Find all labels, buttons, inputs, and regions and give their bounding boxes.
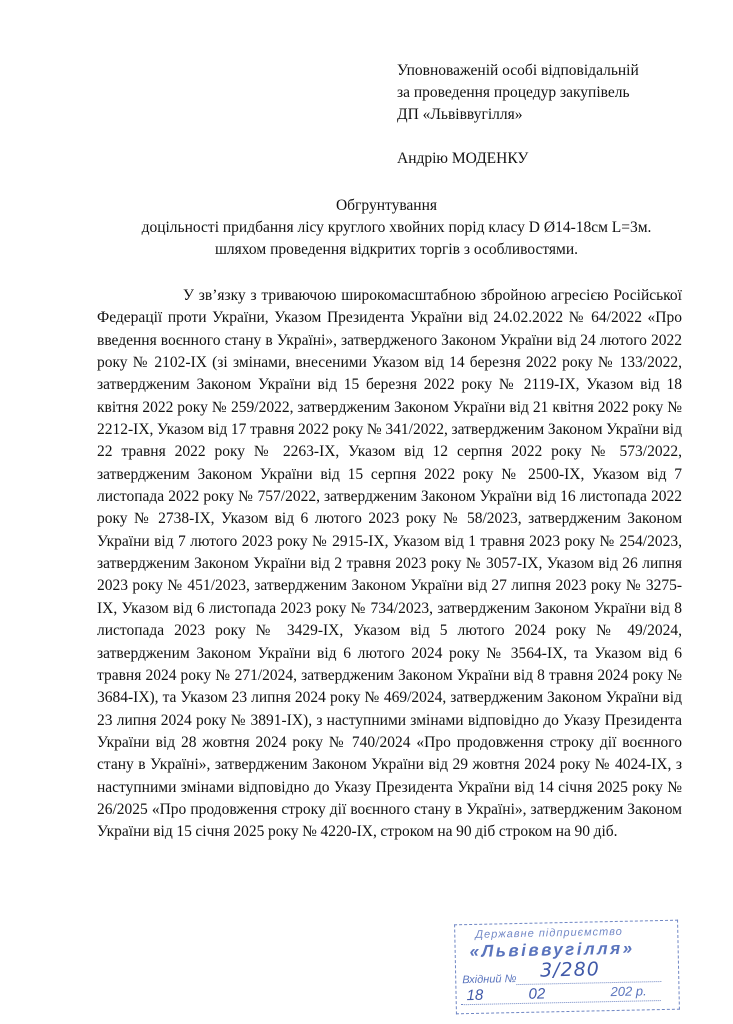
addressee-organization: ДП «Львіввугілля» <box>397 106 523 123</box>
addressee-name: Андрію МОДЕНКУ <box>397 150 529 167</box>
stamp-registration-number: 3/280 <box>539 958 601 982</box>
stamp-incoming-label: Вхідний № <box>462 973 517 987</box>
title-subject: доцільності придбання лісу круглого хвойних порід класу D Ø14-18см L=3м. <box>141 219 652 236</box>
stamp-date-day: 18 <box>466 986 484 1005</box>
addressee-position-line-1: Уповноваженій особі відповідальній <box>397 62 639 79</box>
title-method: шляхом проведення відкритих торгів з особливостями. <box>214 241 579 258</box>
addressee-block <box>397 60 639 170</box>
stamp-date-month: 02 <box>528 985 546 1003</box>
stamp-org-type: Державне підприємство <box>475 925 623 941</box>
stamp-org-name: «Львіввугілля» <box>469 938 635 962</box>
stamp-date-underline <box>461 1000 661 1005</box>
title-heading: Обгрунтування <box>335 197 438 214</box>
addressee-position-line-2: за проведення процедур закупівель <box>397 84 630 101</box>
document-title <box>0 195 733 261</box>
registration-stamp <box>454 920 680 1015</box>
body-paragraph: У зв’язку з триваючою широкомасштабною збройною агресією Російської Федерації проти України, Указом Президента України від 24.02.2022 № 64/2022 «Про введення воєнного стану в Україні», затвердженого Законом України від 24 лютого 2022 року № 2102-IX (зі змінами, внесеними Указом від 14 березня 2022 року № 133/2022, затвердженим Законом України від 15 березня 2022 року № 2119-IX, Указом від 18 квітня 2022 року № 259/2022, затвердженим Законом України від 21 квітня 2022 року № 2212-IX, Указом від 17 травня 2022 року № 341/2022, затвердженим Законом України від 22 травня 2022 року № 2263-IX, Указом від 12 серпня 2022 року № 573/2022, затвердженим Законом України від 15 серпня 2022 року № 2500-IX, Указом від 7 листопада 2022 року № 757/2022, затвердженим Законом України від 16 листопада 2022 року № 2738-IX, Указом від 6 лютого 2023 року № 58/2023, затвердженим Законом України від 7 лютого 2023 року № 2915-IX, Указом від 1 травня 2023 року № 254/2023, затвердженим Законом України від 2 травня 2023 року № 3057-IX, Указом від 26 липня 2023 року № 451/2023, затвердженим Законом України від 27 липня 2023 року № 3275-IX, Указом від 6 листопада 2023 року № 734/2023, затвердженим Законом України від 8 листопада 2023 року № 3429-IX, Указом від 5 лютого 2024 року № 49/2024, затвердженим Законом України від 6 лютого 2024 року № 3564-IX, та Указом від 6 травня 2024 року № 271/2024, затвердженим Законом України від 8 травня 2024 року № 3684-IX), та Указом 23 липня 2024 року № 469/2024, затвердженим Законом України від 23 липня 2024 року № 3891-IX), з наступними змінами відповідно до Указу Президента України від 28 жовтня 2024 року № 740/2024 «Про продовження строку дії воєнного стану в Україні», затвердженим Законом України від 29 жовтня 2024 року № 4024-IX, з наступними змінами відповідно до Указу Президента України від 14 січня 2025 року № 26/2025 «Про продовження строку дії воєнного стану в Україні», затвердженим Законом України від 15 січня 2025 року № 4220-IX, строком на 90 діб строком на 90 діб. <box>97 287 682 841</box>
stamp-date-year: 202 р. <box>610 983 647 1000</box>
